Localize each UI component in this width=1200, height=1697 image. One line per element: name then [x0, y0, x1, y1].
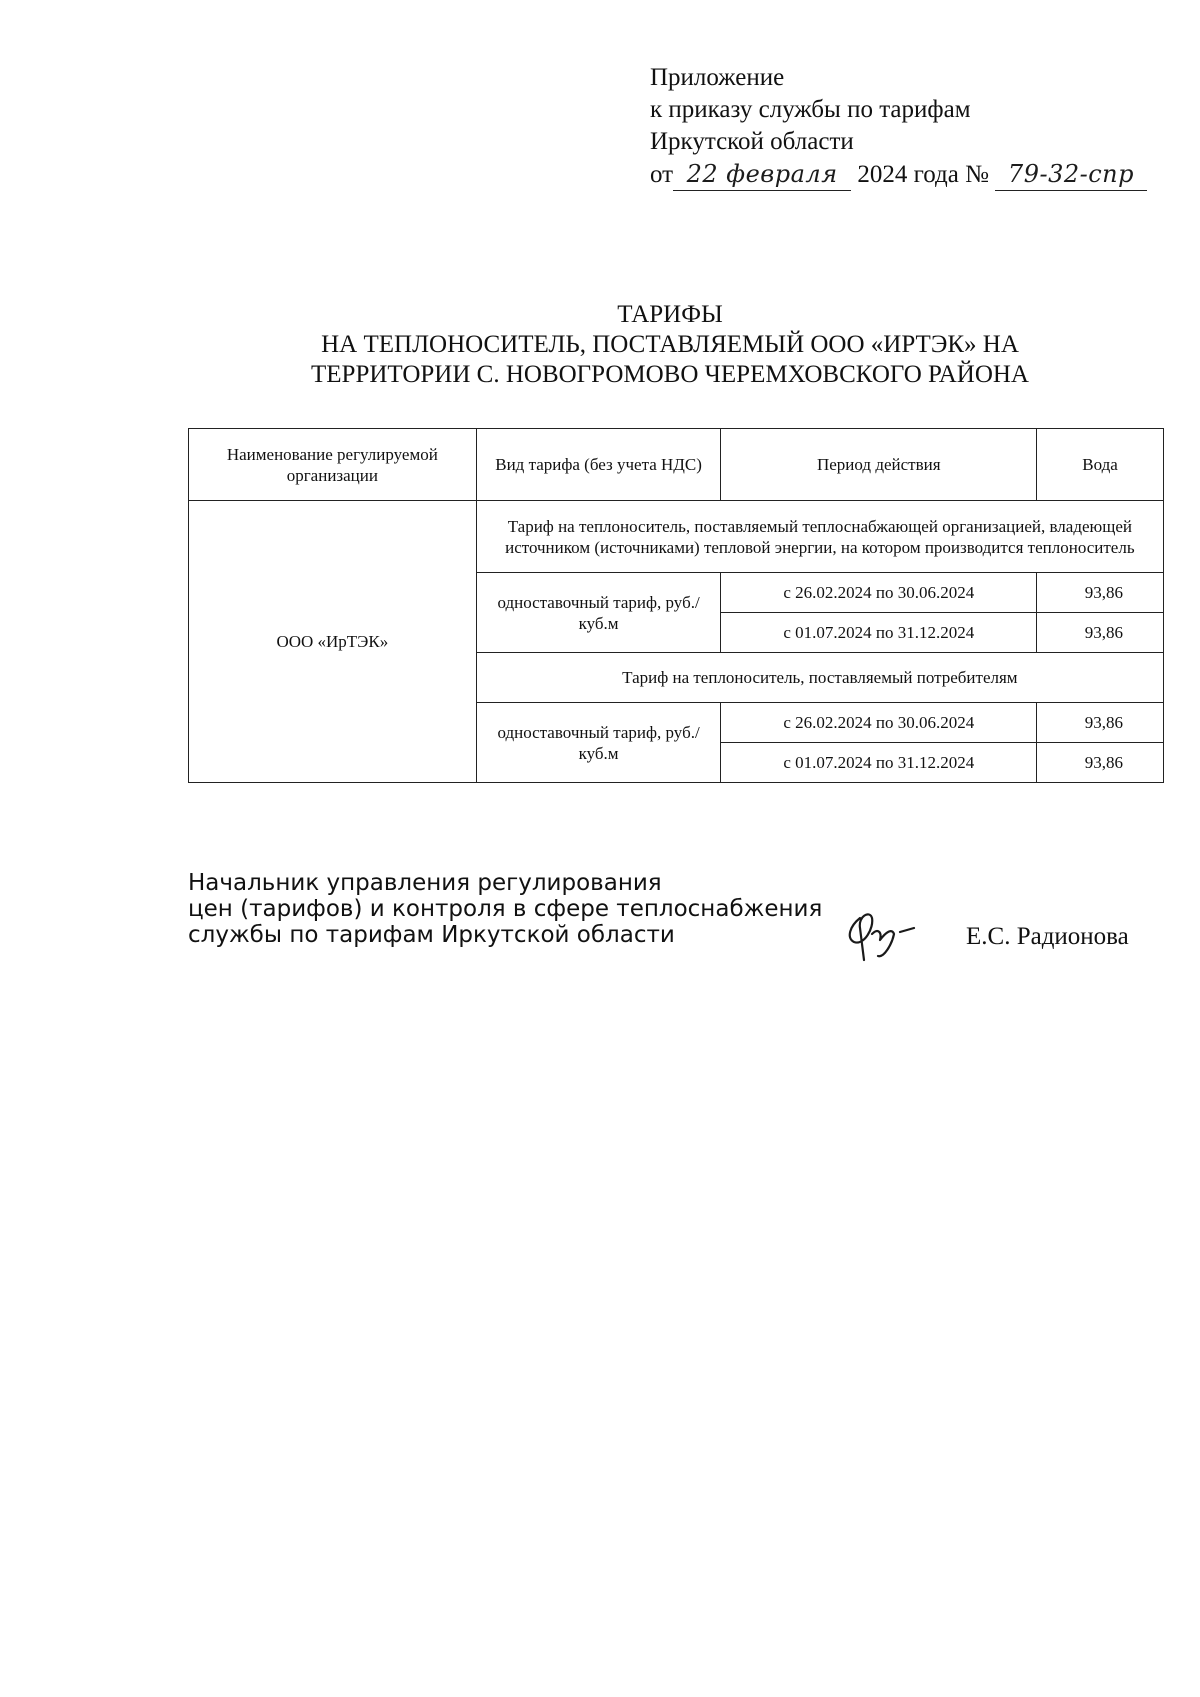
document-title [240, 300, 1100, 390]
tariff-type-cell: одноставочный тариф, руб./куб.м [476, 703, 721, 783]
appendix-date-line [650, 158, 1147, 191]
header-water: Вода [1037, 429, 1164, 501]
date-prefix: от [650, 161, 674, 188]
value-cell: 93,86 [1037, 703, 1164, 743]
signature-line-2: цен (тарифов) и контроля в сфере теплоснабжения [188, 896, 823, 922]
header-org: Наименование регулируемой организации [189, 429, 477, 501]
period-cell: с 26.02.2024 по 30.06.2024 [721, 703, 1037, 743]
handwritten-order-number: 79-32-спр [995, 158, 1147, 191]
section-title-row [189, 501, 1164, 573]
tariff-type-cell: одноставочный тариф, руб./куб.м [476, 573, 721, 653]
title-line-2: НА ТЕПЛОНОСИТЕЛЬ, ПОСТАВЛЯЕМЫЙ ООО «ИРТЭК» НА [321, 331, 1019, 358]
signature-line-3: службы по тарифам Иркутской области [188, 922, 675, 948]
value-cell: 93,86 [1037, 743, 1164, 783]
section-title: Тариф на теплоноситель, поставляемый теплоснабжающей организацией, владеющей источником (источниками) тепловой энергии, на котором производится теплоноситель [476, 501, 1163, 573]
header-period: Период действия [721, 429, 1037, 501]
appendix-line-3: Иркутской области [650, 128, 854, 155]
section-title: Тариф на теплоноситель, поставляемый потребителям [476, 653, 1163, 703]
appendix-line-2: к приказу службы по тарифам [650, 96, 971, 123]
organization-cell: ООО «ИрТЭК» [189, 501, 477, 783]
signature-line-1: Начальник управления регулирования [188, 870, 662, 896]
value-cell: 93,86 [1037, 613, 1164, 653]
title-line-1: ТАРИФЫ [617, 301, 723, 328]
handwritten-date: 22 февраля [673, 158, 851, 191]
header-tariff-type: Вид тарифа (без учета НДС) [476, 429, 721, 501]
period-cell: с 01.07.2024 по 31.12.2024 [721, 613, 1037, 653]
appendix-header [650, 62, 1147, 191]
signatory-name: Е.С. Радионова [966, 923, 1129, 950]
signature-block [188, 870, 822, 948]
handwritten-signature-icon [838, 898, 928, 968]
value-cell: 93,86 [1037, 573, 1164, 613]
title-line-3: ТЕРРИТОРИИ С. НОВОГРОМОВО ЧЕРЕМХОВСКОГО РАЙОНА [311, 361, 1029, 388]
tariff-table [188, 428, 1164, 783]
appendix-line-1: Приложение [650, 64, 785, 91]
period-cell: с 26.02.2024 по 30.06.2024 [721, 573, 1037, 613]
date-year: 2024 года № [857, 161, 989, 188]
period-cell: с 01.07.2024 по 31.12.2024 [721, 743, 1037, 783]
table-header-row [189, 429, 1164, 501]
